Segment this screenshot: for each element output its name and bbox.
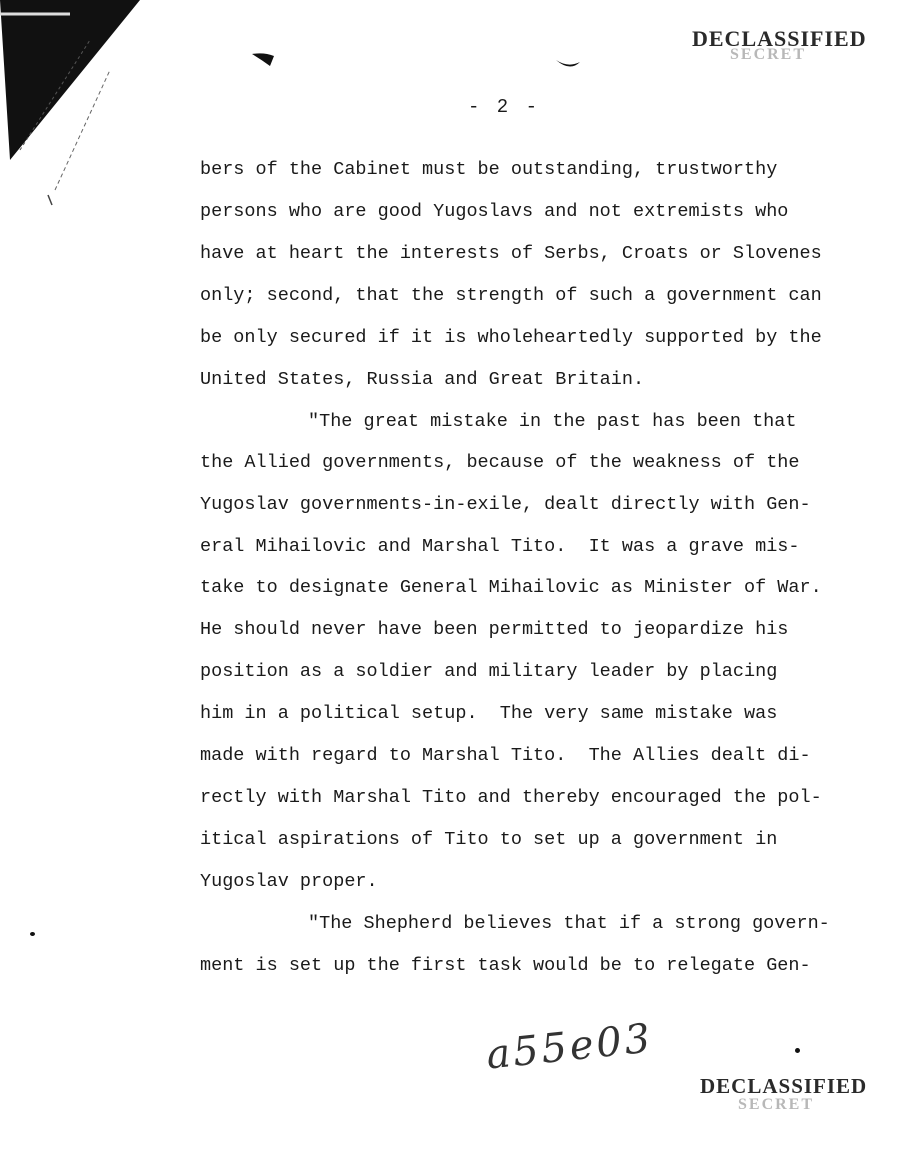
page-number: - 2 -	[468, 96, 541, 118]
text-line: persons who are good Yugoslavs and not extremists who	[200, 201, 789, 222]
text-line: "The Shepherd believes that if a strong govern-	[308, 913, 830, 934]
text-line: have at heart the interests of Serbs, Croats or Slovenes	[200, 243, 822, 264]
text-line: position as a soldier and military leader by placing	[200, 661, 778, 682]
text-line: made with regard to Marshal Tito. The Allies dealt di-	[200, 745, 811, 766]
text-line: Yugoslav governments-in-exile, dealt directly with Gen-	[200, 494, 811, 515]
text-line: "The great mistake in the past has been that	[308, 411, 797, 432]
punch-mark-right	[556, 58, 582, 72]
text-line: United States, Russia and Great Britain.	[200, 369, 645, 390]
text-line: Yugoslav proper.	[200, 871, 378, 892]
text-line: ment is set up the first task would be to relegate Gen-	[200, 955, 811, 976]
secret-stamp-bottom: SECRET	[738, 1096, 815, 1113]
text-line: itical aspirations of Tito to set up a government in	[200, 829, 778, 850]
corner-scan-mark	[0, 0, 170, 210]
text-line: bers of the Cabinet must be outstanding, trustworthy	[200, 159, 778, 180]
text-line: eral Mihailovic and Marshal Tito. It was a grave mis-	[200, 536, 800, 557]
text-line: him in a political setup. The very same mistake was	[200, 703, 778, 724]
text-line: be only secured if it is wholeheartedly supported by the	[200, 327, 822, 348]
text-line: only; second, that the strength of such a government can	[200, 285, 822, 306]
text-line: He should never have been permitted to jeopardize his	[200, 619, 789, 640]
handwritten-document-number: a55e03	[484, 1015, 656, 1079]
declassified-stamp-bottom: DECLASSIFIED	[700, 1074, 868, 1098]
punch-mark-left	[252, 52, 276, 68]
declassified-stamp-top: DECLASSIFIED	[692, 26, 867, 51]
text-line: the Allied governments, because of the weakness of the	[200, 452, 800, 473]
text-line: take to designate General Mihailovic as Minister of War.	[200, 577, 822, 598]
ink-dot	[795, 1048, 800, 1053]
secret-stamp-top: SECRET	[730, 46, 807, 63]
text-line: rectly with Marshal Tito and thereby encouraged the pol-	[200, 787, 822, 808]
ink-dot	[30, 932, 35, 936]
